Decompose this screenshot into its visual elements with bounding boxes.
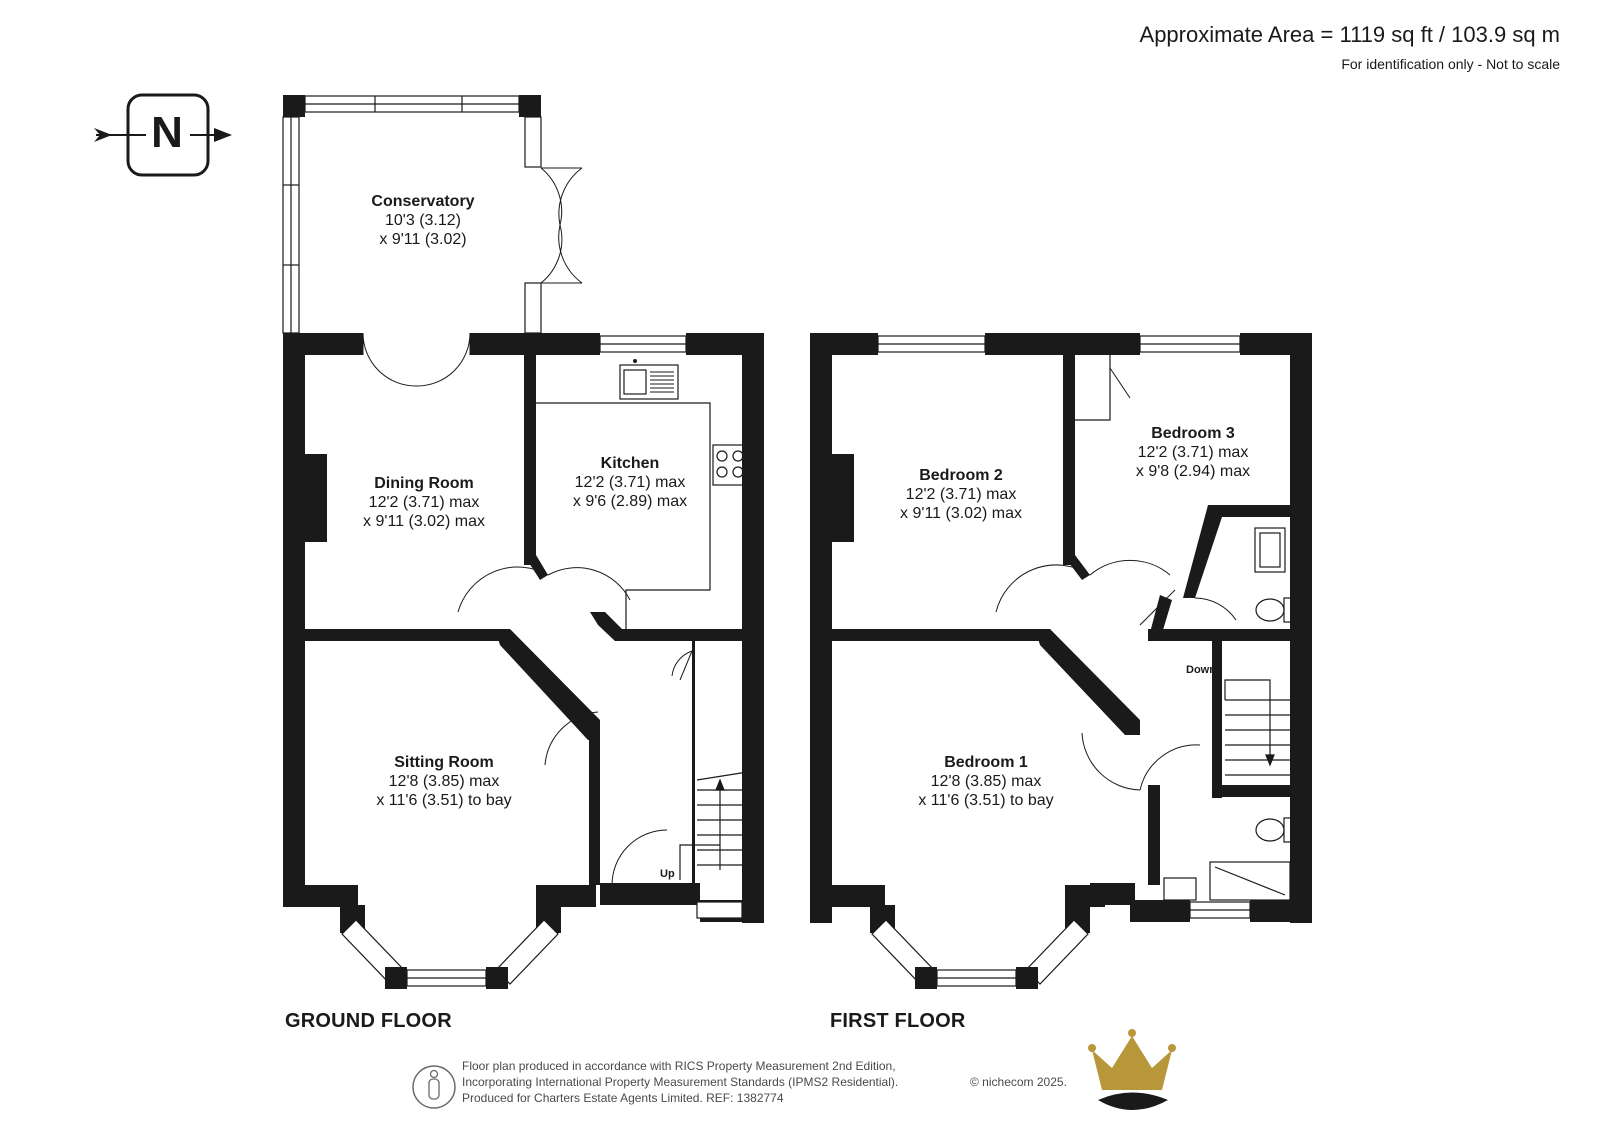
room-name: Bedroom 2 — [919, 467, 1003, 484]
room-dimension: 12'2 (3.71) max — [1137, 444, 1249, 461]
footer-line: Floor plan produced in accordance with RICS Property Measurement 2nd Edition, — [462, 1059, 896, 1073]
room-dimension: x 11'6 (3.51) to bay — [918, 792, 1054, 809]
crown-logo — [1088, 1029, 1176, 1110]
north-letter: N — [151, 108, 183, 157]
room-bedroom-2 — [900, 466, 1022, 523]
footer-credits — [462, 1058, 898, 1106]
room-sitting — [376, 753, 511, 810]
stairs-up-label: Up — [660, 868, 675, 880]
room-dimension: x 9'11 (3.02) max — [363, 513, 485, 530]
room-dimension: x 9'11 (3.02) max — [900, 505, 1022, 522]
room-name: Kitchen — [600, 455, 660, 472]
room-name: Conservatory — [371, 193, 475, 210]
room-dimension: x 11'6 (3.51) to bay — [376, 792, 512, 809]
scale-note: For identification only - Not to scale — [1341, 56, 1560, 72]
room-conservatory — [371, 192, 474, 249]
ground-floor-label: GROUND FLOOR — [285, 1010, 452, 1032]
room-name: Dining Room — [374, 475, 474, 492]
room-dining — [363, 474, 485, 531]
room-dimension: 12'8 (3.85) max — [930, 773, 1042, 790]
room-bedroom-3 — [1136, 424, 1250, 481]
room-name: Bedroom 3 — [1151, 425, 1235, 442]
room-name: Bedroom 1 — [944, 754, 1028, 771]
room-dimension: 12'2 (3.71) max — [368, 494, 480, 511]
room-dimension: x 9'6 (2.89) max — [572, 493, 688, 510]
room-dimension: 12'2 (3.71) max — [574, 474, 686, 491]
person-icon — [413, 1066, 455, 1108]
room-dimension: x 9'8 (2.94) max — [1135, 463, 1251, 480]
room-dimension: 12'8 (3.85) max — [388, 773, 500, 790]
room-kitchen — [573, 454, 687, 511]
footer-line: Produced for Charters Estate Agents Limited. REF: 1382774 — [462, 1091, 784, 1105]
footer-line: Incorporating International Property Measurement Standards (IPMS2 Residential). — [462, 1075, 899, 1089]
room-bedroom-1 — [918, 753, 1053, 810]
copyright-text: © nichecom 2025. — [970, 1075, 1067, 1089]
room-dimension: 12'2 (3.71) max — [905, 486, 1017, 503]
stairs-down-label: Down — [1186, 664, 1216, 676]
room-dimension: 10'3 (3.12) — [385, 212, 461, 229]
room-dimension: x 9'11 (3.02) — [379, 231, 467, 248]
ground-floor-plan — [283, 95, 764, 989]
first-floor-label: FIRST FLOOR — [830, 1010, 966, 1032]
approximate-area: Approximate Area = 1119 sq ft / 103.9 sq m — [1139, 22, 1560, 47]
room-name: Sitting Room — [394, 754, 494, 771]
